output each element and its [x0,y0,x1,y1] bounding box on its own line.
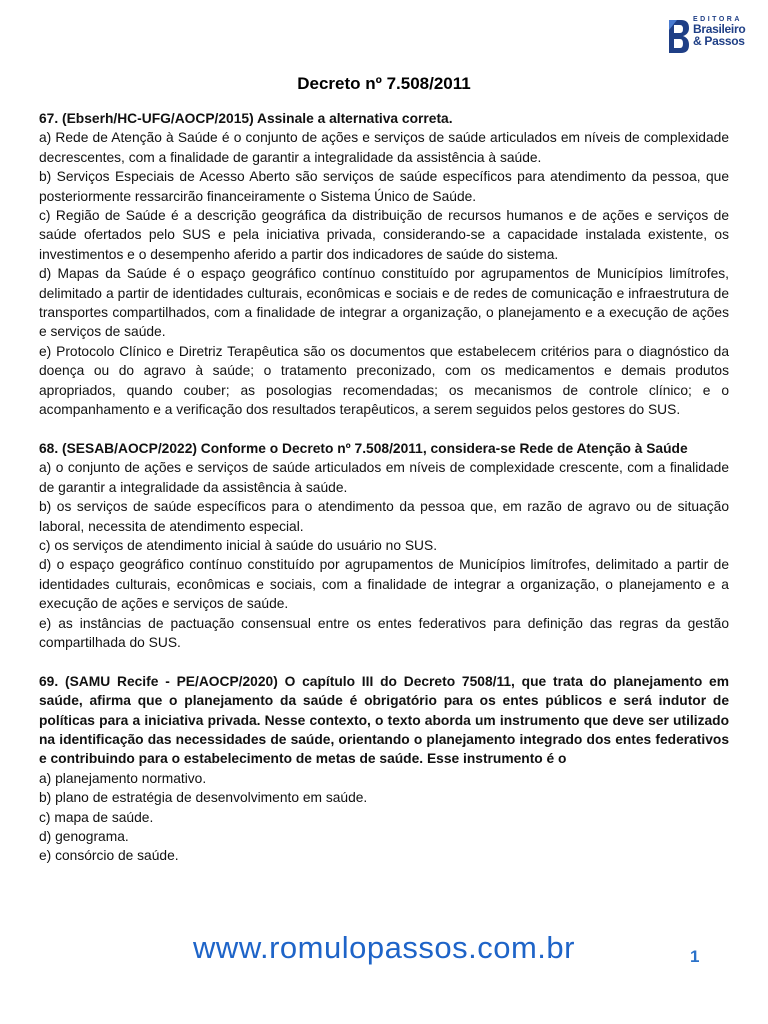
website-link[interactable]: www.romulopassos.com.br [193,930,575,965]
logo-line-1: EDITORA [693,16,742,23]
page-number: 1 [690,947,700,966]
question-list [39,109,729,885]
option-e: e) consórcio de saúde. [39,848,179,864]
option-e: e) as instâncias de pactuação consensual entre os entes federativos para definição das regras da gestão compartilhada do SUS. [39,615,729,650]
question-67 [39,109,729,420]
option-d: d) genograma. [39,829,129,844]
logo-line-3: & Passos [693,34,745,48]
logo-icon [668,18,690,54]
option-d: d) Mapas da Saúde é o espaço geográfico contínuo constituído por agrupamentos de Municípios limítrofes, delimitado a partir de identidades culturais, econômicas e sociais e de redes de comunicação e infraestrutura de transportes compartilhados, com a finalidade de integrar a organização, o planejamento e a execução de ações e serviços de saúde. [39,266,729,340]
question-header: 67. (Ebserh/HC-UFG/AOCP/2015) Assinale a alternativa correta. [39,111,453,126]
option-a: a) planejamento normativo. [39,770,207,786]
option-c: c) os serviços de atendimento inicial à saúde do usuário no SUS. [39,537,438,553]
option-a: a) o conjunto de ações e serviços de saúde articulados em níveis de complexidade crescente, com a finalidade de garantir a integralidade da assistência à saúde. [39,460,729,495]
question-68 [39,439,729,652]
logo-line-2: Brasileiro [693,22,746,36]
question-header: 69. (SAMU Recife - PE/AOCP/2020) O capítulo III do Decreto 7508/11, que trata do planejamento em saúde, afirma que o planejamento da saúde é obrigatório para os entes públicos e será indutor de políticas para a iniciativa privada. Nesse contexto, o texto aborda um instrumento que deve ser utilizado na identificação das necessidades de saúde, orientando o planejamento integrado dos entes federativos e contribuindo para o estabelecimento de metas de saúde. Esse instrumento é o [39,673,729,767]
option-b: b) os serviços de saúde específicos para o atendimento da pessoa que, em razão de agravo ou de situação laboral, necessita de atendimento especial. [39,499,729,534]
option-b: b) plano de estratégia de desenvolvimento em saúde. [39,790,368,806]
option-a: a) Rede de Atenção à Saúde é o conjunto de ações e serviços de saúde articulados em níveis de complexidade decrescentes, com a finalidade de garantir a integralidade da assistência à saúde. [39,130,729,165]
option-d: d) o espaço geográfico contínuo constituído por agrupamentos de Municípios limítrofes, delimitado a partir de identidades culturais, econômicas e sociais, com a finalidade de integrar a organização, o planejamento e a execução de ações e serviços de saúde. [39,557,729,612]
option-c: c) Região de Saúde é a descrição geográfica da distribuição de recursos humanos e de ações e serviços de saúde ofertados pelo SUS e pela iniciativa privada, considerando-se a capacidade instalada existente, os investimentos e o desempenho aferido a partir dos indicadores de saúde do sistema. [39,208,729,262]
option-b: b) Serviços Especiais de Acesso Aberto são serviços de saúde específicos para atendimento da pessoa, que posteriormente ressarcirão financeiramente o Sistema Único de Saúde. [39,169,729,204]
page-title: Decreto nº 7.508/2011 [297,74,471,93]
option-c: c) mapa de saúde. [39,809,154,825]
question-header: 68. (SESAB/AOCP/2022) Conforme o Decreto nº 7.508/2011, considera-se Rede de Atenção à Saúde [39,440,688,456]
publisher-logo [668,16,754,56]
option-e: e) Protocolo Clínico e Diretriz Terapêutica são os documentos que estabelecem critérios para o diagnóstico da doença ou do agravo à saúde; o tratamento preconizado, com os medicamentos e demais produtos apropriados, quando couber; as posologias recomendadas; os mecanismos de controle clínico; e o acompanhamento e a verificação dos resultados terapêuticos, a serem seguidos pelos gestores do SUS. [39,343,729,418]
question-69 [39,672,729,866]
